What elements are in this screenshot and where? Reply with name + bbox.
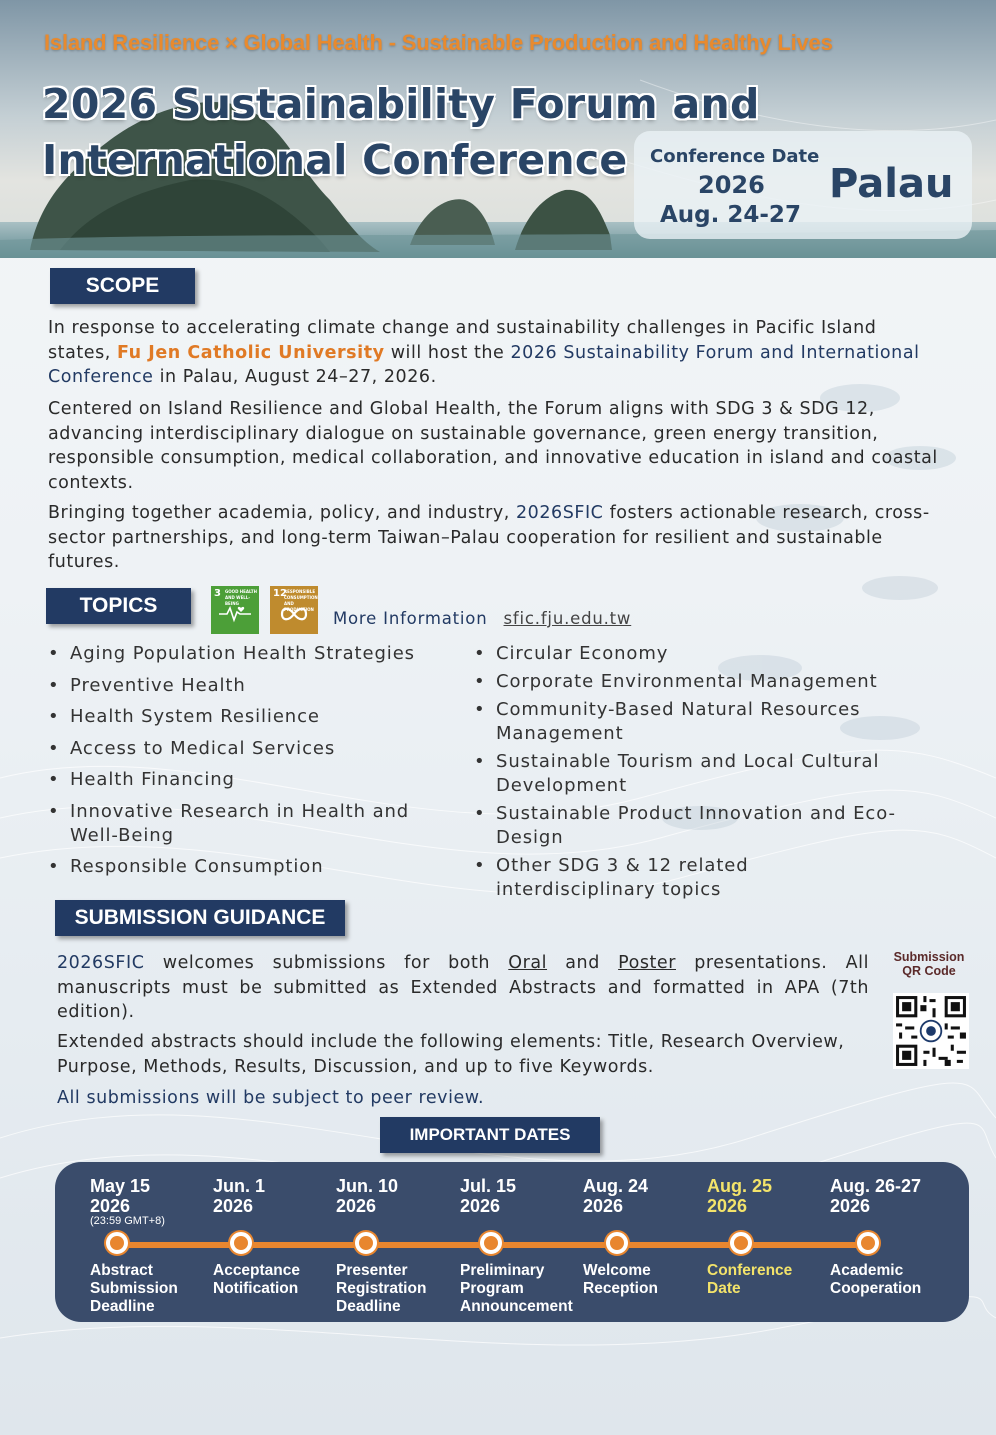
timeline-date: May 15 2026: [90, 1176, 151, 1216]
brand-name: 2026SFIC: [57, 953, 145, 973]
submission-heading: SUBMISSION GUIDANCE: [55, 900, 345, 936]
timeline-label: Preliminary Program Announcement: [460, 1262, 573, 1315]
scope-p1-a: In response to accelerating climate change and sustainability challenges in Pacific Island states,: [48, 318, 877, 363]
timeline-label: Conference Date: [707, 1262, 793, 1297]
list-item: • Sustainable Product Innovation and Eco-Design: [474, 802, 904, 850]
scope-p1-c: in Palau, August 24–27, 2026.: [153, 367, 437, 387]
scope-paragraph-1: [48, 316, 938, 390]
conference-date-range: Aug. 24-27: [660, 202, 801, 228]
scope-paragraph-3: [48, 501, 938, 575]
oral-label: Oral: [508, 953, 548, 973]
list-item: • Responsible Consumption: [48, 855, 428, 879]
timeline-label: Acceptance Notification: [213, 1262, 301, 1297]
conference-date-label: Conference Date: [650, 146, 820, 167]
list-item: • Preventive Health: [48, 674, 428, 698]
timeline-dot: [606, 1232, 628, 1254]
more-information: [333, 609, 631, 628]
organizer-name: Fu Jen Catholic University: [116, 342, 385, 363]
qr-label: Submission QR Code: [893, 950, 965, 978]
conference-date-box: [634, 131, 972, 239]
list-item: • Health Financing: [48, 768, 428, 792]
important-dates-heading: IMPORTANT DATES: [380, 1117, 600, 1153]
timeline-dot: [730, 1232, 752, 1254]
poster-label: Poster: [618, 953, 676, 973]
list-item: • Community-Based Natural Resources Management: [474, 698, 904, 746]
peer-review-note: All submissions will be subject to peer review.: [57, 1088, 485, 1108]
timeline-date: Aug. 24 2026: [583, 1176, 649, 1216]
title-line-2: International Conference: [42, 136, 628, 184]
list-item: • Other SDG 3 & 12 related interdisciplinary topics: [474, 854, 904, 902]
event-name: 2026 Sustainability Forum and International Conference: [48, 342, 920, 387]
list-item: • Corporate Environmental Management: [474, 670, 904, 694]
timeline-dot: [106, 1232, 128, 1254]
timeline-label: Presenter Registration Deadline: [336, 1262, 427, 1315]
submission-qr-code[interactable]: [893, 993, 969, 1069]
list-item: • Sustainable Tourism and Local Cultural Development: [474, 750, 904, 798]
conference-year: 2026: [698, 171, 765, 199]
topics-list-right: [474, 642, 904, 902]
timeline-dot: [480, 1232, 502, 1254]
hero-banner: [0, 0, 996, 258]
sdg3-icon: 3 GOOD HEALTH AND WELL-BEING: [211, 586, 259, 634]
timeline-label: Academic Cooperation: [830, 1262, 922, 1297]
submission-paragraph-1: 2026SFIC welcomes submissions for both Oral and Poster presentations. All manuscripts must be submitted as Extended Abstracts and formatted in APA (7th edition).: [57, 953, 869, 1022]
tagline: Island Resilience × Global Health - Sustainable Production and Healthy Lives: [44, 30, 833, 55]
timeline-dot: [857, 1232, 879, 1254]
list-item: • Circular Economy: [474, 642, 904, 666]
timeline-dot: [355, 1232, 377, 1254]
timeline-label: Abstract Submission Deadline: [90, 1262, 178, 1315]
topics-list-left: [48, 642, 428, 879]
list-item: • Access to Medical Services: [48, 737, 428, 761]
sdg12-icon: 12 RESPONSIBLE CONSUMPTION AND PRODUCTION: [270, 586, 318, 634]
timeline-date: Aug. 26-27 2026: [830, 1176, 922, 1216]
title-line-1: 2026 Sustainability Forum and: [42, 80, 760, 128]
timeline-note: (23:59 GMT+8): [90, 1215, 165, 1227]
timeline-date: Jul. 15 2026: [460, 1176, 517, 1216]
scope-p3-b: fosters actionable research, cross-sector partnerships, and long-term Taiwan–Palau cooperation for resilient and sustainable futures.: [48, 503, 930, 572]
list-item: • Health System Resilience: [48, 705, 428, 729]
submission-paragraph-2: Extended abstracts should include the following elements: Title, Research Overview, Purpose, Methods, Results, Discussion, and up to five Keywords.: [57, 1032, 845, 1077]
conference-location: Palau: [829, 161, 954, 207]
brand-name: 2026SFIC: [515, 503, 604, 523]
list-item: • Aging Population Health Strategies: [48, 642, 428, 666]
timeline-dot: [230, 1232, 252, 1254]
important-dates-timeline: [55, 1162, 969, 1322]
timeline-date: Jun. 1 2026: [213, 1176, 266, 1216]
topics-heading: TOPICS: [46, 588, 191, 624]
scope-p3-a: Bringing together academia, policy, and industry,: [48, 503, 516, 523]
website-link[interactable]: sfic.fju.edu.tw: [503, 609, 632, 628]
list-item: • Innovative Research in Health and Well-Being: [48, 800, 428, 848]
scope-paragraph-2: Centered on Island Resilience and Global Health, the Forum aligns with SDG 3 & SDG 12, advancing interdisciplinary dialogue on sustainable governance, green energy transition, responsible consumption, medical collaboration, and innovative education in island and coastal contexts.: [48, 399, 938, 493]
timeline-label: Welcome Reception: [583, 1262, 658, 1297]
scope-p1-b: will host the: [384, 342, 511, 363]
timeline-date: Aug. 25 2026: [707, 1176, 773, 1216]
scope-heading: SCOPE: [50, 268, 195, 304]
more-info-label: More Information: [333, 609, 488, 628]
timeline-date: Jun. 10 2026: [336, 1176, 399, 1216]
